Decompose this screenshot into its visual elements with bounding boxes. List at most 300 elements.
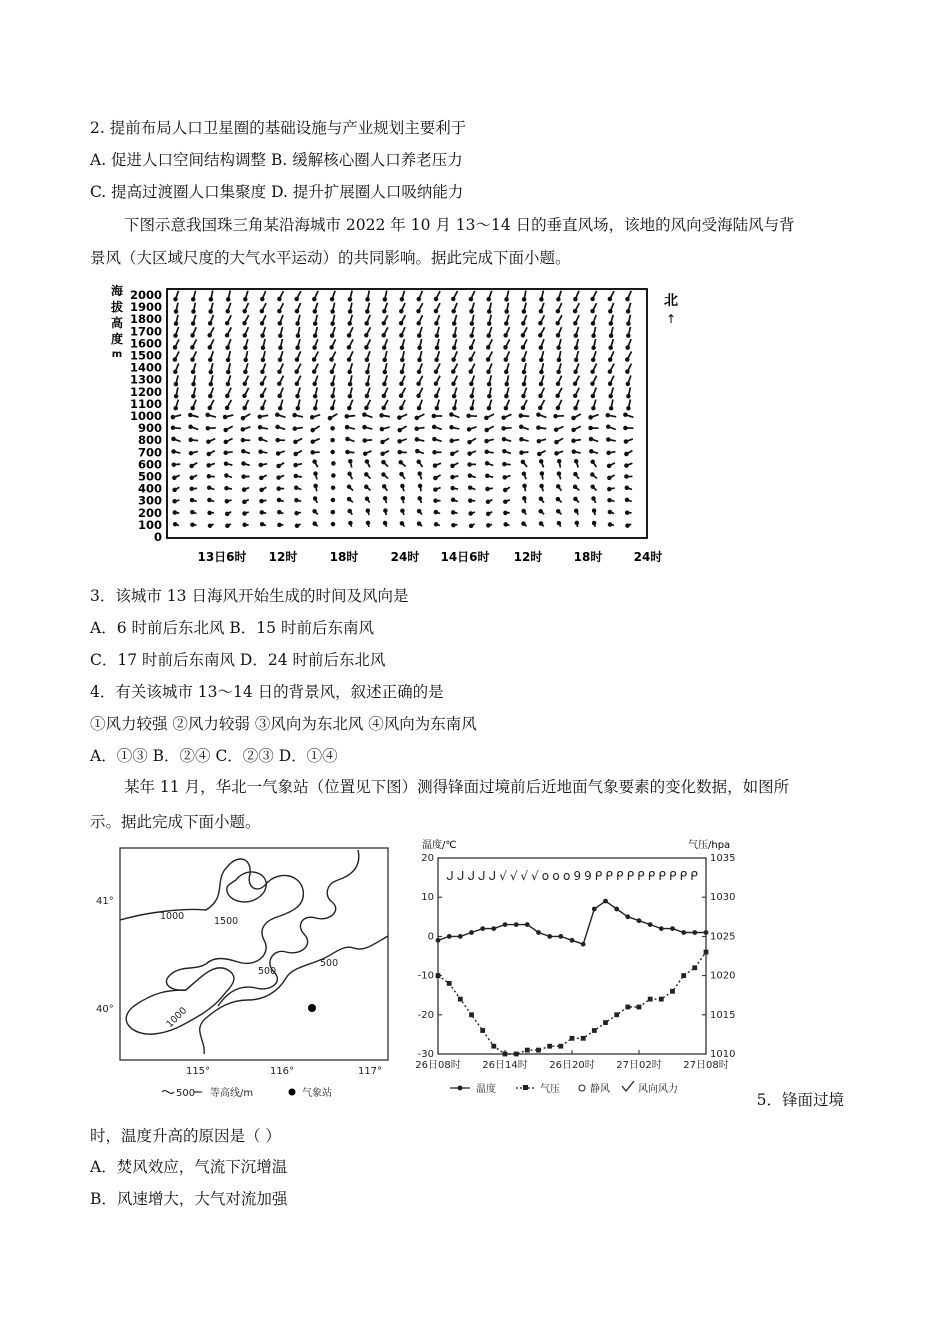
wind-arrow-head bbox=[346, 451, 349, 454]
wind-arrow-head bbox=[174, 370, 177, 373]
wind-arrow-head bbox=[366, 371, 369, 374]
wind-arrow-head bbox=[557, 498, 560, 501]
wind-arrow-head bbox=[294, 464, 297, 467]
wind-arrow-head bbox=[311, 416, 314, 419]
q2-options-cd: C. 提高过渡圈人口集聚度 D. 提升扩展圈人口吸纳能力 bbox=[90, 183, 464, 201]
wind-arrow-head bbox=[590, 438, 593, 441]
wind-arrow-head bbox=[174, 298, 177, 301]
temperature-point bbox=[625, 914, 630, 919]
wind-arrow-head bbox=[190, 452, 193, 455]
wind-arrow-head bbox=[417, 382, 420, 385]
wind-arrow-head bbox=[591, 460, 594, 463]
contour-500-line bbox=[218, 850, 359, 1006]
wind-arrow-head bbox=[522, 358, 525, 361]
wind-arrow-head bbox=[381, 452, 384, 455]
wind-arrow-head bbox=[470, 407, 473, 410]
wind-arrow-head bbox=[434, 499, 437, 502]
wind-ylabel-char: 度 bbox=[110, 332, 124, 346]
wind-arrow-head bbox=[485, 450, 488, 453]
wind-arrow-head bbox=[452, 370, 455, 373]
wind-arrow-head bbox=[504, 500, 507, 503]
pressure-point bbox=[603, 1020, 608, 1025]
wind-arrow-head bbox=[435, 511, 438, 514]
wind-arrow-head bbox=[261, 394, 264, 397]
wind-arrow-head bbox=[330, 346, 333, 349]
wind-ytick-label: 1100 bbox=[129, 396, 162, 411]
wind-arrow-head bbox=[520, 451, 523, 454]
wind-arrow-head bbox=[574, 334, 577, 337]
x-tick-label: 26日20时 bbox=[549, 1060, 595, 1071]
wind-arrow-head bbox=[313, 358, 316, 361]
wind-arrow-head bbox=[294, 475, 297, 478]
wind-arrow-head bbox=[278, 395, 281, 398]
temperature-point bbox=[637, 918, 642, 923]
wind-arrow-head bbox=[278, 298, 281, 301]
wind-arrow-head bbox=[225, 474, 228, 477]
wind-arrow-head bbox=[575, 522, 578, 525]
wind-arrow-head bbox=[435, 382, 438, 385]
temperature-point bbox=[570, 938, 575, 943]
wind-symbol: √ bbox=[509, 869, 518, 883]
wind-arrow-head bbox=[452, 511, 455, 514]
wind-arrow-head bbox=[366, 460, 369, 463]
wind-arrow-head bbox=[365, 407, 368, 410]
wind-arrow-head bbox=[381, 441, 384, 444]
wind-arrow-head bbox=[435, 523, 438, 526]
pressure-point bbox=[480, 1028, 485, 1033]
pressure-point bbox=[447, 981, 452, 986]
wind-arrow-head bbox=[225, 500, 228, 503]
contour-lines bbox=[120, 850, 388, 1054]
wind-arrow-head bbox=[276, 426, 279, 429]
wind-arrow-head bbox=[311, 451, 314, 454]
wind-arrow-head bbox=[244, 359, 247, 362]
wind-arrow-head bbox=[314, 395, 317, 398]
wind-arrow-head bbox=[539, 510, 542, 513]
wind-arrow-head bbox=[348, 407, 351, 410]
wind-arrow-head bbox=[173, 489, 176, 492]
wind-arrow-head bbox=[627, 407, 630, 410]
intro1-line1: 下图示意我国珠三角某沿海城市 2022 年 10 月 13～14 日的垂直风场，该地的风向受海陆风与背 bbox=[124, 216, 795, 234]
wind-arrow-head bbox=[314, 472, 317, 475]
wind-arrow-head bbox=[260, 489, 263, 492]
wind-arrow-head bbox=[468, 428, 471, 431]
wind-arrow-head bbox=[331, 370, 334, 373]
wind-legend-icon bbox=[622, 1081, 634, 1091]
x-tick-label: 26日08时 bbox=[415, 1060, 461, 1071]
temperature-point bbox=[648, 922, 653, 927]
temperature-point bbox=[704, 930, 709, 935]
wind-arrow-head bbox=[367, 522, 370, 525]
wind-symbol: ᑭ bbox=[647, 869, 656, 883]
wind-arrow-head bbox=[380, 414, 383, 417]
wind-arrow-head bbox=[558, 522, 561, 525]
left-ytick-label: -30 bbox=[417, 1049, 434, 1060]
wind-arrow-head bbox=[243, 501, 246, 504]
wind-xtick-label: 12时 bbox=[513, 550, 543, 564]
wind-arrow-head bbox=[626, 499, 629, 502]
wind-arrow-head bbox=[502, 416, 505, 419]
wind-arrow-head bbox=[522, 334, 525, 337]
wind-arrow-head bbox=[400, 310, 403, 313]
q5-stem-tail: 5．锋面过境 bbox=[756, 1091, 844, 1109]
wind-arrow-head bbox=[296, 524, 299, 527]
wind-arrow-head bbox=[592, 346, 595, 349]
wind-arrow-head bbox=[382, 473, 385, 476]
wind-arrow-head bbox=[590, 450, 593, 453]
wind-arrow-head bbox=[522, 510, 525, 513]
wind-ytick-label: 1400 bbox=[129, 360, 162, 375]
wind-arrow-head bbox=[453, 407, 456, 410]
wind-arrow-head bbox=[469, 512, 472, 515]
wind-arrow-head bbox=[452, 358, 455, 361]
q5-stem-line2: 时，温度升高的原因是（ ） bbox=[90, 1127, 281, 1145]
wind-arrow-head bbox=[608, 499, 611, 502]
wind-arrow-head bbox=[261, 334, 264, 337]
wind-arrow-head bbox=[209, 322, 212, 325]
wind-arrow-head bbox=[384, 497, 387, 500]
pressure-point bbox=[458, 997, 463, 1002]
wind-arrow-head bbox=[540, 310, 543, 313]
wind-arrow-head bbox=[434, 488, 437, 491]
wind-arrow-head bbox=[556, 394, 559, 397]
wind-arrow-head bbox=[192, 395, 195, 398]
wind-ytick-label: 1800 bbox=[129, 312, 162, 327]
wind-arrow-head bbox=[208, 486, 211, 489]
wind-arrow-head bbox=[366, 509, 369, 512]
wind-arrow-head bbox=[172, 450, 175, 453]
wind-arrow-head bbox=[382, 334, 385, 337]
wind-ytick-label: 1000 bbox=[129, 409, 162, 423]
wind-arrow-head bbox=[401, 346, 404, 349]
wind-arrow-head bbox=[557, 371, 560, 374]
wind-arrow-head bbox=[366, 395, 369, 398]
wind-arrow-head bbox=[330, 358, 333, 361]
wind-arrow-head bbox=[345, 415, 348, 418]
wind-arrow-head bbox=[557, 382, 560, 385]
wind-ytick-label: 300 bbox=[137, 493, 162, 508]
wind-arrow-head bbox=[384, 509, 387, 512]
wind-arrow-head bbox=[226, 322, 229, 325]
wind-arrow-head bbox=[487, 334, 490, 337]
wind-ytick-label: 1700 bbox=[129, 324, 162, 339]
wind-arrow-head bbox=[555, 441, 558, 444]
wind-arrow-head bbox=[417, 460, 420, 463]
wind-arrow-head bbox=[331, 451, 334, 454]
wind-arrow-head bbox=[296, 310, 299, 313]
station-legend-icon bbox=[289, 1089, 296, 1096]
wind-arrow-head bbox=[260, 477, 263, 480]
wind-arrow-head bbox=[243, 523, 246, 526]
temperature-point bbox=[592, 907, 597, 912]
wind-arrow-head bbox=[468, 463, 471, 466]
wind-arrow-head bbox=[191, 358, 194, 361]
right-ytick-label: 1030 bbox=[710, 892, 736, 904]
wind-arrow-head bbox=[208, 407, 211, 410]
wind-arrow-head bbox=[575, 346, 578, 349]
wind-arrow-head bbox=[557, 485, 560, 488]
wind-symbol-row bbox=[446, 869, 698, 883]
wind-arrow-head bbox=[209, 358, 212, 361]
wind-arrow-head bbox=[363, 426, 366, 429]
wind-arrow-head bbox=[537, 440, 540, 443]
wind-arrow-head bbox=[349, 310, 352, 313]
wind-arrow-head bbox=[261, 523, 264, 526]
wind-arrow-head bbox=[175, 322, 178, 325]
wind-arrow-head bbox=[261, 322, 264, 325]
wind-arrow-head bbox=[453, 346, 456, 349]
wind-arrow-head bbox=[294, 453, 297, 456]
q5-option-b: B．风速增大，大气对流加强 bbox=[90, 1190, 288, 1208]
temperature-point bbox=[659, 926, 664, 931]
wind-arrow-head bbox=[260, 511, 263, 514]
wind-arrow-head bbox=[207, 440, 210, 443]
wind-arrow-head bbox=[416, 450, 419, 453]
wind-arrow-head bbox=[592, 358, 595, 361]
wind-arrow-head bbox=[258, 415, 261, 418]
left-ytick-label: -20 bbox=[417, 1009, 434, 1021]
q5-option-a: A．焚风效应，气流下沉增温 bbox=[90, 1158, 288, 1176]
wind-arrow-head bbox=[418, 407, 421, 410]
wind-arrow-head bbox=[557, 310, 560, 313]
wind-arrow-head bbox=[332, 474, 335, 477]
wind-arrow-head bbox=[348, 371, 351, 374]
q2-options-ab: A. 促进人口空间结构调整 B. 缓解核心圈人口养老压力 bbox=[90, 151, 463, 169]
wind-arrow-head bbox=[487, 370, 490, 373]
contour-label: 1000 bbox=[160, 911, 185, 922]
wind-arrow-head bbox=[503, 438, 506, 441]
wind-arrow-head bbox=[349, 460, 352, 463]
wind-arrow-head bbox=[504, 358, 507, 361]
wind-arrow-head bbox=[540, 298, 543, 301]
wind-arrow-head bbox=[278, 382, 281, 385]
wind-arrow-head bbox=[540, 522, 543, 525]
wind-arrow-head bbox=[259, 426, 262, 429]
wind-ytick-label: 0 bbox=[153, 530, 162, 544]
wind-arrow-head bbox=[523, 310, 526, 313]
right-ytick-label: 1025 bbox=[710, 931, 736, 943]
wind-arrow-head bbox=[401, 509, 404, 512]
wind-arrow-head bbox=[278, 524, 281, 527]
wind-arrow-head bbox=[432, 415, 435, 418]
wind-arrow-head bbox=[469, 358, 472, 361]
pressure-point bbox=[625, 1005, 630, 1010]
wind-arrow-head bbox=[539, 395, 542, 398]
wind-arrow-head bbox=[226, 346, 229, 349]
wind-ylabel-char: 拔 bbox=[110, 300, 124, 314]
wind-arrow-head bbox=[505, 383, 508, 386]
wind-arrow-head bbox=[452, 298, 455, 301]
wind-ytick-label: 500 bbox=[137, 469, 162, 484]
wind-arrow-head bbox=[435, 358, 438, 361]
wind-arrow-head bbox=[242, 450, 245, 453]
wind-symbol: √ bbox=[531, 869, 539, 883]
wind-symbol: √ bbox=[520, 869, 529, 883]
wind-arrow-head bbox=[192, 298, 195, 301]
wind-arrow-head bbox=[226, 310, 229, 313]
wind-arrow-head bbox=[262, 359, 265, 362]
right-ytick-label: 1015 bbox=[710, 1009, 736, 1021]
wind-arrow-head bbox=[540, 460, 543, 463]
q4-stem: 4．有关该城市 13～14 日的背景风，叙述正确的是 bbox=[90, 683, 444, 701]
wind-arrow-head bbox=[400, 334, 403, 337]
wind-arrow-head bbox=[173, 500, 176, 503]
wind-arrow-head bbox=[174, 407, 177, 410]
wind-arrow-head bbox=[537, 413, 540, 416]
pressure-point bbox=[536, 1048, 541, 1053]
wind-arrow-head bbox=[626, 358, 629, 361]
wind-arrow-head bbox=[400, 322, 403, 325]
intro2-line1: 某年 11 月，华北一气象站（位置见下图）测得锋面过境前后近地面气象要素的变化数据，如图所 bbox=[124, 778, 790, 796]
wind-xtick-label: 13日6时 bbox=[197, 550, 247, 564]
wind-arrow-head bbox=[520, 425, 523, 428]
wind-arrow-head bbox=[485, 417, 488, 420]
wind-arrow-head bbox=[189, 438, 192, 441]
wind-arrow-head bbox=[504, 346, 507, 349]
wind-arrow-head bbox=[625, 464, 628, 467]
north-label: 北 bbox=[664, 293, 678, 309]
wind-ylabel-char: 海 bbox=[110, 284, 124, 298]
wind-xtick-label: 18时 bbox=[329, 550, 359, 564]
q4-options: A．①③ B．②④ C．②③ D．①④ bbox=[90, 747, 338, 765]
wind-arrow-head bbox=[434, 477, 437, 480]
wind-arrow-head bbox=[592, 497, 595, 500]
wind-arrow-head bbox=[609, 511, 612, 514]
wind-arrow-head bbox=[349, 522, 352, 525]
wind-arrow-head bbox=[434, 464, 437, 467]
wind-arrow-head bbox=[227, 371, 230, 374]
pressure-point bbox=[692, 965, 697, 970]
wind-arrow-head bbox=[626, 346, 629, 349]
wind-arrow-head bbox=[539, 322, 542, 325]
wind-arrow-head bbox=[226, 513, 229, 516]
legend-contour-text: 等高线/m bbox=[210, 1088, 254, 1099]
wind-arrow-head bbox=[488, 322, 491, 325]
wind-arrow-head bbox=[470, 322, 473, 325]
wind-arrow-head bbox=[503, 463, 506, 466]
wind-arrow-head bbox=[311, 429, 314, 432]
pressure-point bbox=[514, 1052, 519, 1057]
wind-arrow-head bbox=[487, 524, 490, 527]
wind-arrow-head bbox=[296, 358, 299, 361]
wind-arrow-head bbox=[450, 426, 453, 429]
topographic-map bbox=[88, 840, 403, 1102]
wind-field-figure bbox=[95, 283, 695, 573]
wind-arrow-head bbox=[293, 427, 296, 430]
wind-arrow-head bbox=[175, 383, 178, 386]
wind-arrow-head bbox=[225, 487, 228, 490]
wind-arrow-head bbox=[541, 472, 544, 475]
wind-symbol: 9 bbox=[584, 869, 592, 883]
wind-arrow-head bbox=[346, 426, 349, 429]
wind-arrow-head bbox=[332, 462, 335, 465]
wind-arrow-head bbox=[226, 395, 229, 398]
wind-arrow-head bbox=[400, 407, 403, 410]
left-ytick-label: 0 bbox=[427, 931, 434, 943]
wind-arrow-head bbox=[627, 334, 630, 337]
wind-arrow-head bbox=[366, 310, 369, 313]
wind-arrow-head bbox=[348, 358, 351, 361]
wind-arrow-head bbox=[487, 346, 490, 349]
wind-arrow-head bbox=[453, 334, 456, 337]
wind-arrow-head bbox=[435, 395, 438, 398]
wind-arrow-head bbox=[348, 346, 351, 349]
calm-legend-icon bbox=[579, 1085, 585, 1091]
wind-arrow-head bbox=[453, 322, 456, 325]
temperature-point bbox=[503, 922, 508, 927]
contour-legend-icon bbox=[162, 1091, 174, 1094]
wind-arrow-head bbox=[610, 334, 613, 337]
x-tick-label: 27日08时 bbox=[683, 1060, 729, 1071]
wind-arrow-head bbox=[609, 395, 612, 398]
wind-arrow-head bbox=[227, 383, 230, 386]
wind-arrow-head bbox=[470, 346, 473, 349]
wind-symbol: ᒍ bbox=[467, 869, 475, 883]
wind-arrow-head bbox=[592, 395, 595, 398]
wind-arrow-head bbox=[469, 486, 472, 489]
wind-arrow-head bbox=[523, 383, 526, 386]
wind-arrow-head bbox=[224, 416, 227, 419]
chart-right-axis-label: 气压/hpa bbox=[688, 840, 731, 851]
chart-left-axis-label: 温度/℃ bbox=[422, 840, 457, 851]
wind-arrow-head bbox=[365, 346, 368, 349]
wind-arrow-head bbox=[626, 511, 629, 514]
wind-arrow-head bbox=[575, 509, 578, 512]
wind-arrow-head bbox=[383, 310, 386, 313]
wind-arrow-head bbox=[331, 407, 334, 410]
wind-arrow-head bbox=[348, 510, 351, 513]
wind-arrow-head bbox=[331, 310, 334, 313]
wind-arrow-head bbox=[435, 310, 438, 313]
wind-arrow-head bbox=[226, 334, 229, 337]
temperature-point bbox=[614, 907, 619, 912]
pressure-point bbox=[558, 1044, 563, 1049]
map-frame bbox=[120, 848, 388, 1060]
legend-station-text: 气象站 bbox=[302, 1088, 332, 1099]
wind-arrow-head bbox=[467, 414, 470, 417]
wind-arrow-head bbox=[468, 452, 471, 455]
wind-symbol: ᑭ bbox=[690, 869, 698, 883]
wind-arrow-head bbox=[435, 322, 438, 325]
wind-arrow-head bbox=[572, 429, 575, 432]
wind-arrow-head bbox=[452, 382, 455, 385]
wind-ylabel-char: 高 bbox=[110, 316, 124, 330]
wind-arrow-head bbox=[486, 462, 489, 465]
wind-arrow-head bbox=[522, 522, 525, 525]
pressure-legend-icon bbox=[523, 1085, 528, 1090]
wind-arrow-head bbox=[210, 298, 213, 301]
contour-label: 1000 bbox=[164, 1005, 190, 1031]
wind-arrow-head bbox=[227, 359, 230, 362]
wind-arrow-head bbox=[191, 511, 194, 514]
wind-arrow-head bbox=[523, 298, 526, 301]
wind-arrow-head bbox=[206, 427, 209, 430]
wind-arrow-head bbox=[206, 414, 209, 417]
wind-arrow-head bbox=[277, 465, 280, 468]
wind-arrow-field bbox=[172, 291, 634, 528]
wind-ytick-label: 2000 bbox=[129, 288, 162, 302]
wind-arrow-head bbox=[504, 334, 507, 337]
wind-ytick-label: 1500 bbox=[129, 348, 162, 363]
intro2-line2: 示。据此完成下面小题。 bbox=[90, 813, 261, 831]
wind-arrow-head bbox=[574, 485, 577, 488]
wind-arrow-head bbox=[224, 429, 227, 432]
longitude-label: 116° bbox=[269, 1066, 295, 1077]
pressure-point bbox=[570, 1036, 575, 1041]
wind-arrow-head bbox=[487, 358, 490, 361]
wind-arrow-head bbox=[488, 407, 491, 410]
wind-arrow-head bbox=[332, 499, 335, 502]
